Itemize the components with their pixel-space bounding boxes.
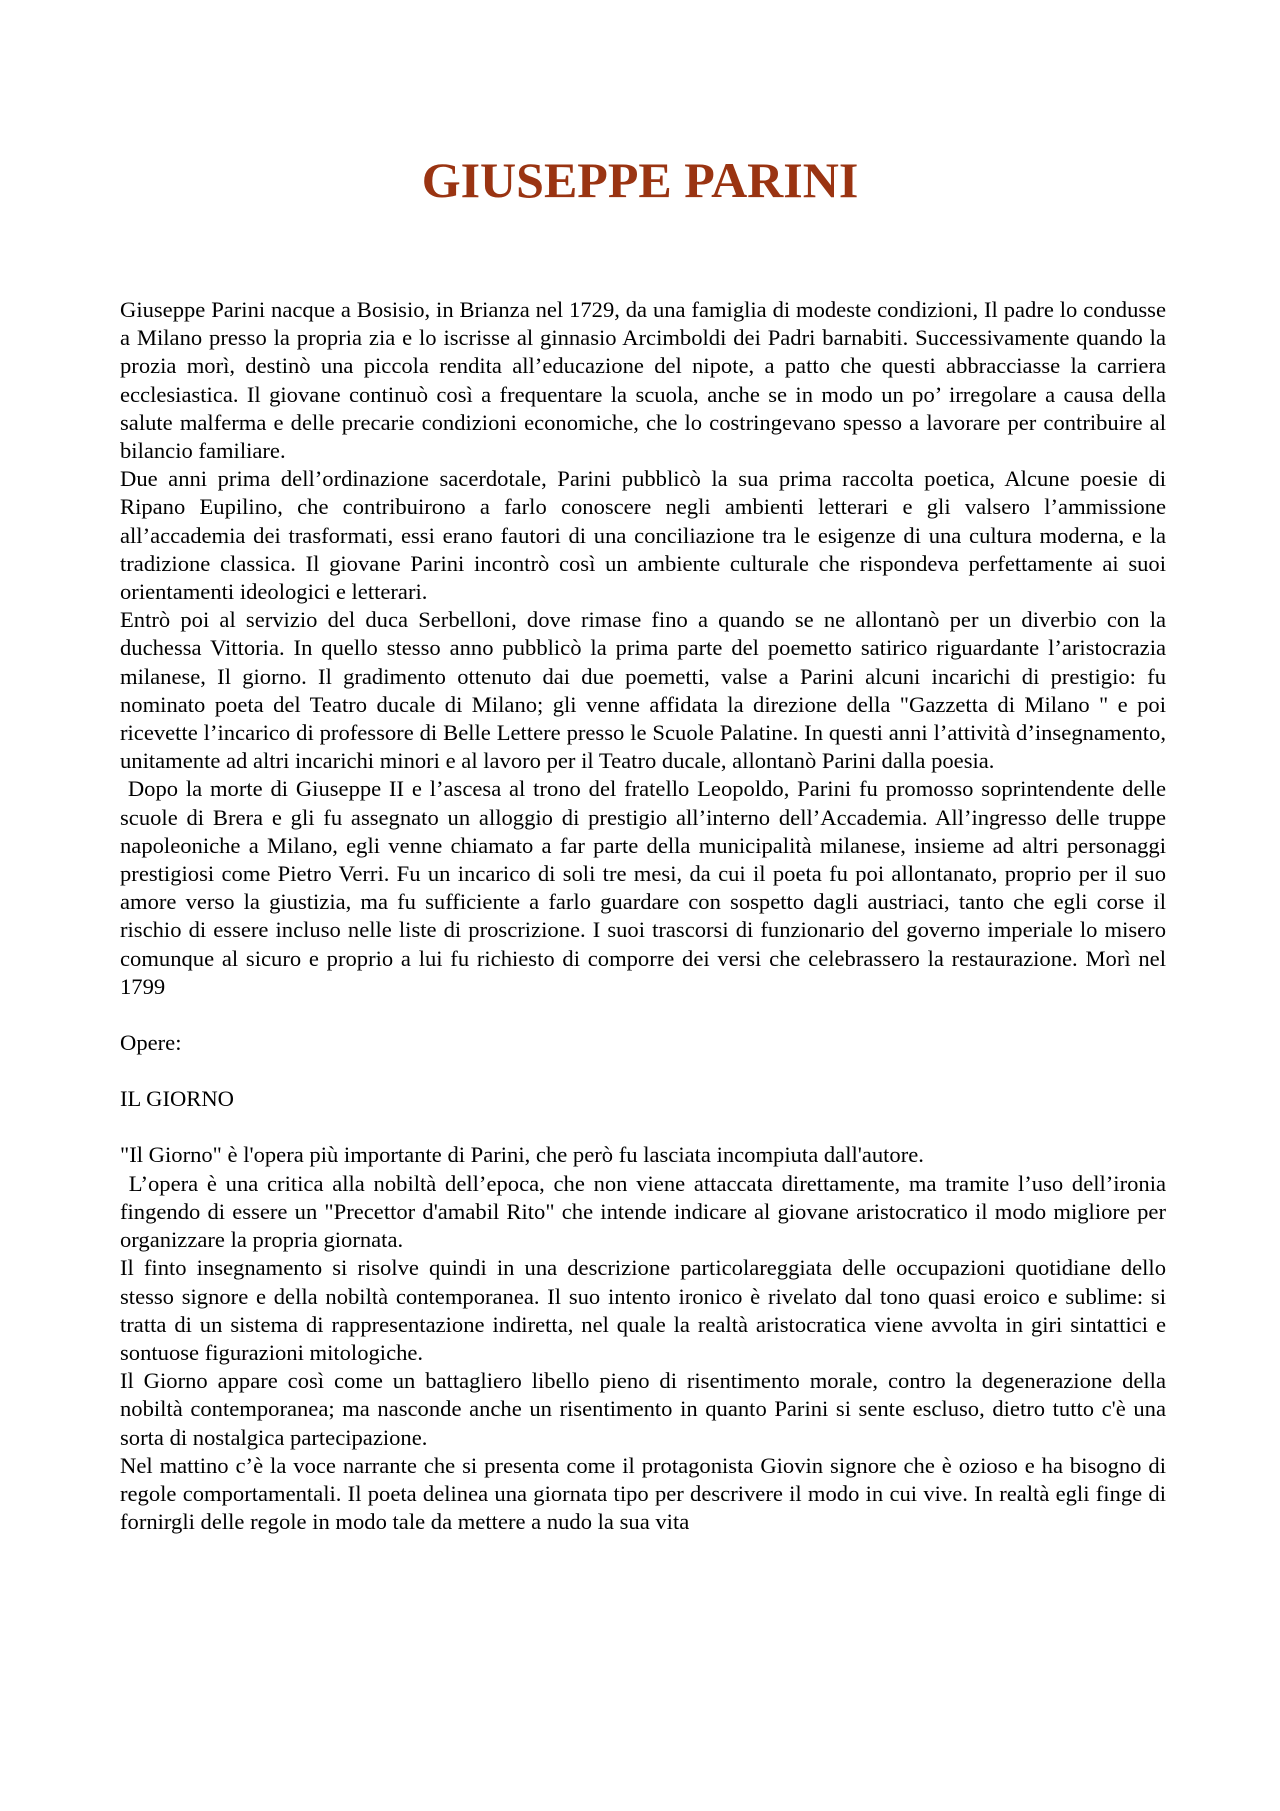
document-title: GIUSEPPE PARINI (421, 152, 859, 208)
section-heading-il-giorno: IL GIORNO (120, 1086, 234, 1112)
biography-paragraph-4: Dopo la morte di Giuseppe II e l’ascesa al trono del fratello Leopoldo, Parini fu promosso soprintendente delle scuole di Brera e gli fu assegnato un alloggio di prestigio all’interno dell’Accademia. All’ingresso delle truppe napoleoniche a Milano, egli venne chiamato a far parte della municipalità milanese, insieme ad altri personaggi prestigiosi come Pietro Verri. Fu un incarico di soli tre mesi, da cui il poeta fu poi allontanato, proprio per il suo amore verso la giustizia, ma fu sufficiente a farlo guardare con sospetto dagli austriaci, tanto che egli corse il rischio di essere incluso nelle liste di proscrizione. I suoi trascorsi di funzionario del governo imperiale lo misero comunque al sicuro e proprio a lui fu richiesto di comporre dei versi che celebrassero la restaurazione. Morì nel 1799 (120, 776, 1167, 999)
spacer (120, 1057, 1166, 1085)
biography-paragraph-1: Giuseppe Parini nacque a Bosisio, in Brianza nel 1729, da una famiglia di modeste condizioni, Il padre lo condusse a Milano presso la propria zia e lo iscrisse al ginnasio Arcimboldi dei Padri barnabiti. Successivamente quando la prozia morì, destinò una piccola rendita all’educazione del nipote, a patto che questi abbracciasse la carriera ecclesiastica. Il giovane continuò così a frequentare la scuola, anche se in modo un po’ irregolare a causa della salute malferma e delle precarie condizioni economiche, che lo costringevano spesso a lavorare per contribuire al bilancio familiare. (120, 297, 1166, 464)
spacer (120, 1001, 1166, 1029)
document-body (120, 296, 1166, 1536)
giorno-paragraph-3: Il finto insegnamento si risolve quindi in una descrizione particolareggiata delle occupazioni quotidiane dello stesso signore e della nobiltà contemporanea. Il suo intento ironico è rivelato dal tono quasi eroico e sublime: si tratta di un sistema di rappresentazione indiretta, nel quale la realtà aristocratica viene avvolta in giri sintattici e sontuose figurazioni mitologiche. (120, 1255, 1166, 1365)
opere-label: Opere: (120, 1030, 182, 1056)
giorno-paragraph-4: Il Giorno appare così come un battagliero libello pieno di risentimento morale, contro la degenerazione della nobiltà contemporanea; ma nasconde anche un risentimento in quanto Parini si sente escluso, dietro tutto c'è una sorta di nostalgica partecipazione. (120, 1368, 1166, 1450)
spacer (120, 1113, 1166, 1141)
giorno-paragraph-1: "Il Giorno" è l'opera più importante di Parini, che però fu lasciata incompiuta dall'autore. (120, 1142, 924, 1168)
giorno-paragraph-5: Nel mattino c’è la voce narrante che si presenta come il protagonista Giovin signore che è ozioso e ha bisogno di regole comportamentali. Il poeta delinea una giornata tipo per descrivere il modo in cui vive. In realtà egli finge di fornirgli delle regole in modo tale da mettere a nudo la sua vita (120, 1452, 1166, 1535)
giorno-paragraph-2: L’opera è una critica alla nobiltà dell’epoca, che non viene attaccata direttamente, ma tramite l’uso dell’ironia fingendo di essere un "Precettor d'amabil Rito" che intende indicare al giovane aristocratico il modo migliore per organizzare la propria giornata. (120, 1170, 1167, 1253)
biography-paragraph-3: Entrò poi al servizio del duca Serbelloni, dove rimase fino a quando se ne allontanò per un diverbio con la duchessa Vittoria. In quello stesso anno pubblicò la prima parte del poemetto satirico riguardante l’aristocrazia milanese, Il giorno. Il gradimento ottenuto dai due poemetti, valse a Parini alcuni incarichi di prestigio: fu nominato poeta del Teatro ducale di Milano; gli venne affidata la direzione della "Gazzetta di Milano " e poi ricevette l’incarico di professore di Belle Lettere presso le Scuole Palatine. In questi anni l’attività d’insegnamento, unitamente ad altri incarichi minori e al lavoro per il Teatro ducale, allontanò Parini dalla poesia. (120, 607, 1166, 774)
biography-paragraph-2: Due anni prima dell’ordinazione sacerdotale, Parini pubblicò la sua prima raccolta poetica, Alcune poesie di Ripano Eupilino, che contribuirono a farlo conoscere negli ambienti letterari e gli valsero l’ammissione all’accademia dei trasformati, essi erano fautori di una conciliazione tra le esigenze di una cultura moderna, e la tradizione classica. Il giovane Parini incontrò così un ambiente culturale che rispondeva perfettamente ai suoi orientamenti ideologici e letterari. (120, 466, 1166, 605)
